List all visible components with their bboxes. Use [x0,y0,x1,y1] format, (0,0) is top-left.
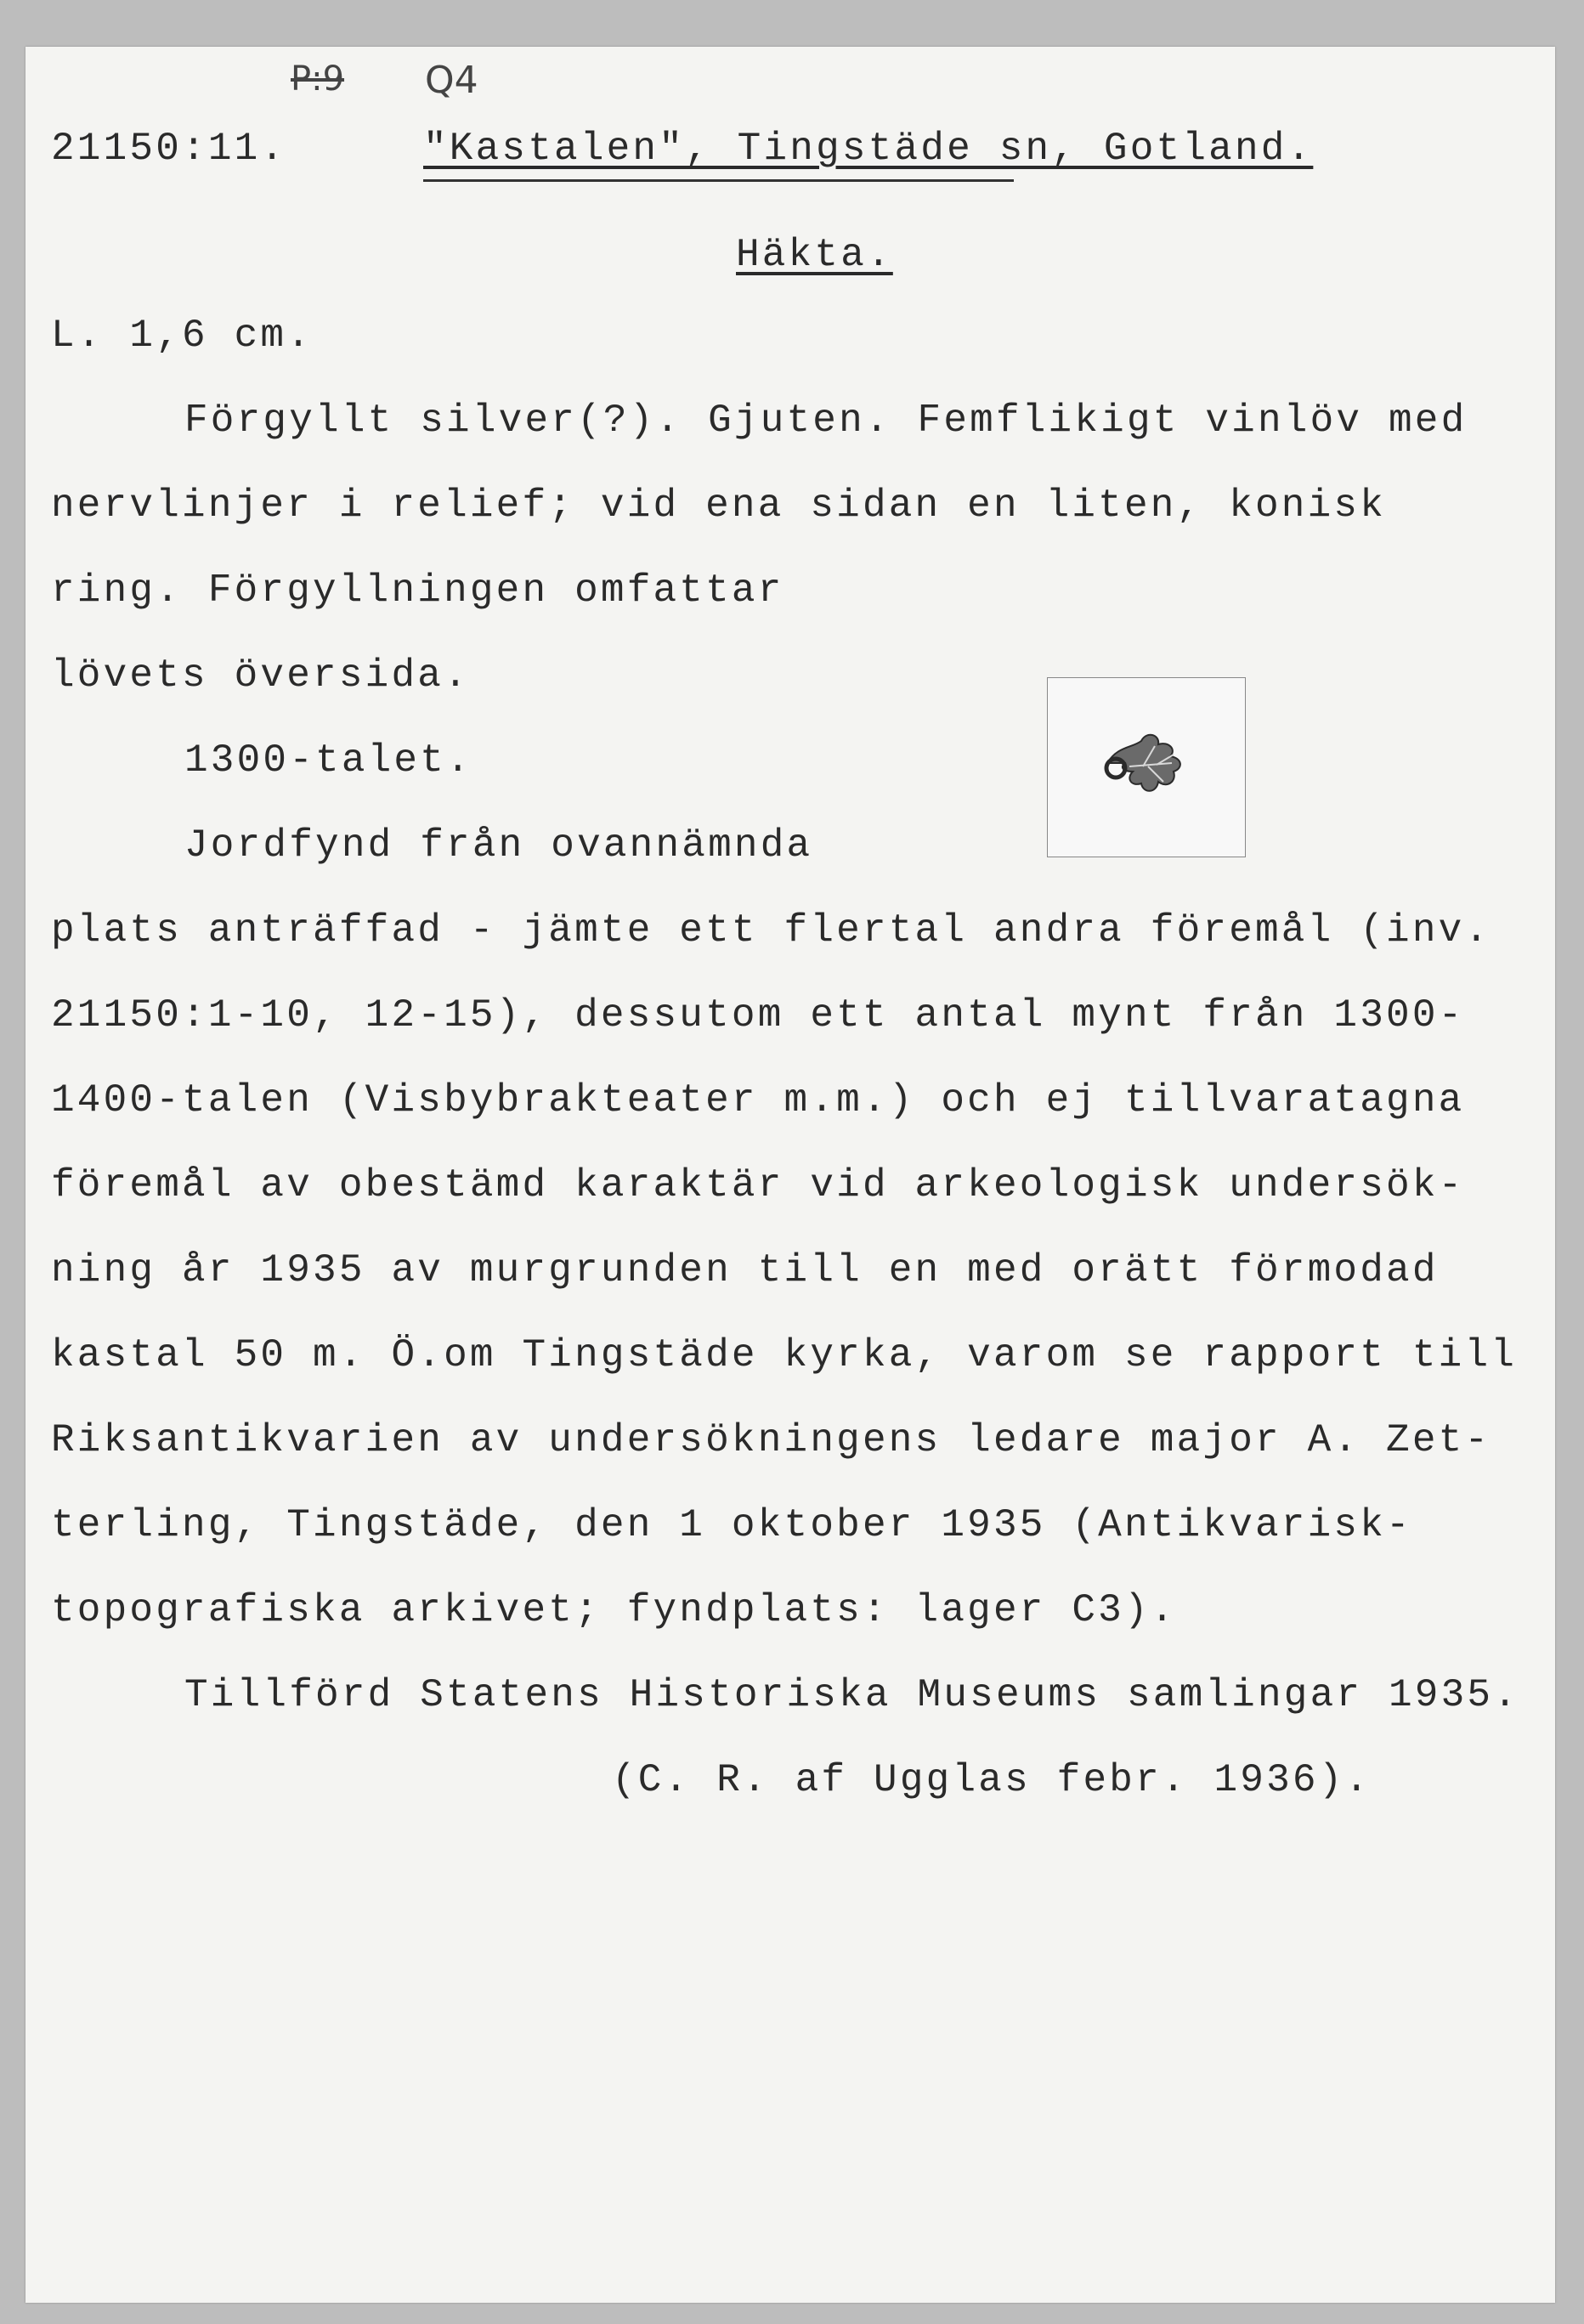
find-line: 1400-talen (Visbybrakteater m.m.) och ej tillvaratagna [51,1078,1465,1122]
dating: 1300-talet. [184,738,472,783]
description-line: Förgyllt silver(?). Gjuten. Femflikigt vinlöv med [184,399,1468,443]
find-line: Jordfynd från ovannämnda [184,823,813,868]
description-line: lövets översida. [51,653,470,698]
handwritten-struck-code: P:9 [291,59,345,99]
signature: (C. R. af Ugglas febr. 1936). [612,1758,1372,1802]
description-line: ring. Förgyllningen omfattar [51,568,784,613]
size: L. 1,6 cm. [51,314,314,358]
description-line: nervlinjer i relief; vid ena sidan en liten, konisk [51,483,1387,528]
find-line: 21150:1-10, 12-15), dessutom ett antal mynt från 1300- [51,993,1465,1038]
catalog-card [25,47,1555,2303]
find-line: plats anträffad - jämte ett flertal andra föremål (inv. [51,908,1491,953]
find-line: topografiska arkivet; fyndplats: lager C3). [51,1588,1177,1632]
handwritten-code: Q4 [425,59,478,102]
location-heading: "Kastalen", Tingstäde sn, Gotland. [423,127,1314,171]
find-line: föremål av obestämd karaktär vid arkeologisk undersök- [51,1163,1465,1207]
find-line: ning år 1935 av murgrunden till en med orätt förmodad [51,1248,1439,1292]
object-name: Häkta. [736,233,893,277]
acquisition: Tillförd Statens Historiska Museums samlingar 1935. [184,1673,1520,1717]
object-photo [1047,677,1246,857]
find-line: kastal 50 m. Ö.om Tingstäde kyrka, varom se rapport till [51,1333,1518,1377]
find-line: Riksantikvarien av undersökningens ledare major A. Zet- [51,1418,1491,1462]
find-line: terling, Tingstäde, den 1 oktober 1935 (Antikvarisk- [51,1503,1412,1547]
heading-rule [423,179,1014,182]
inventory-number: 21150:11. [51,127,287,171]
vine-leaf-hook-icon [1048,678,1245,857]
